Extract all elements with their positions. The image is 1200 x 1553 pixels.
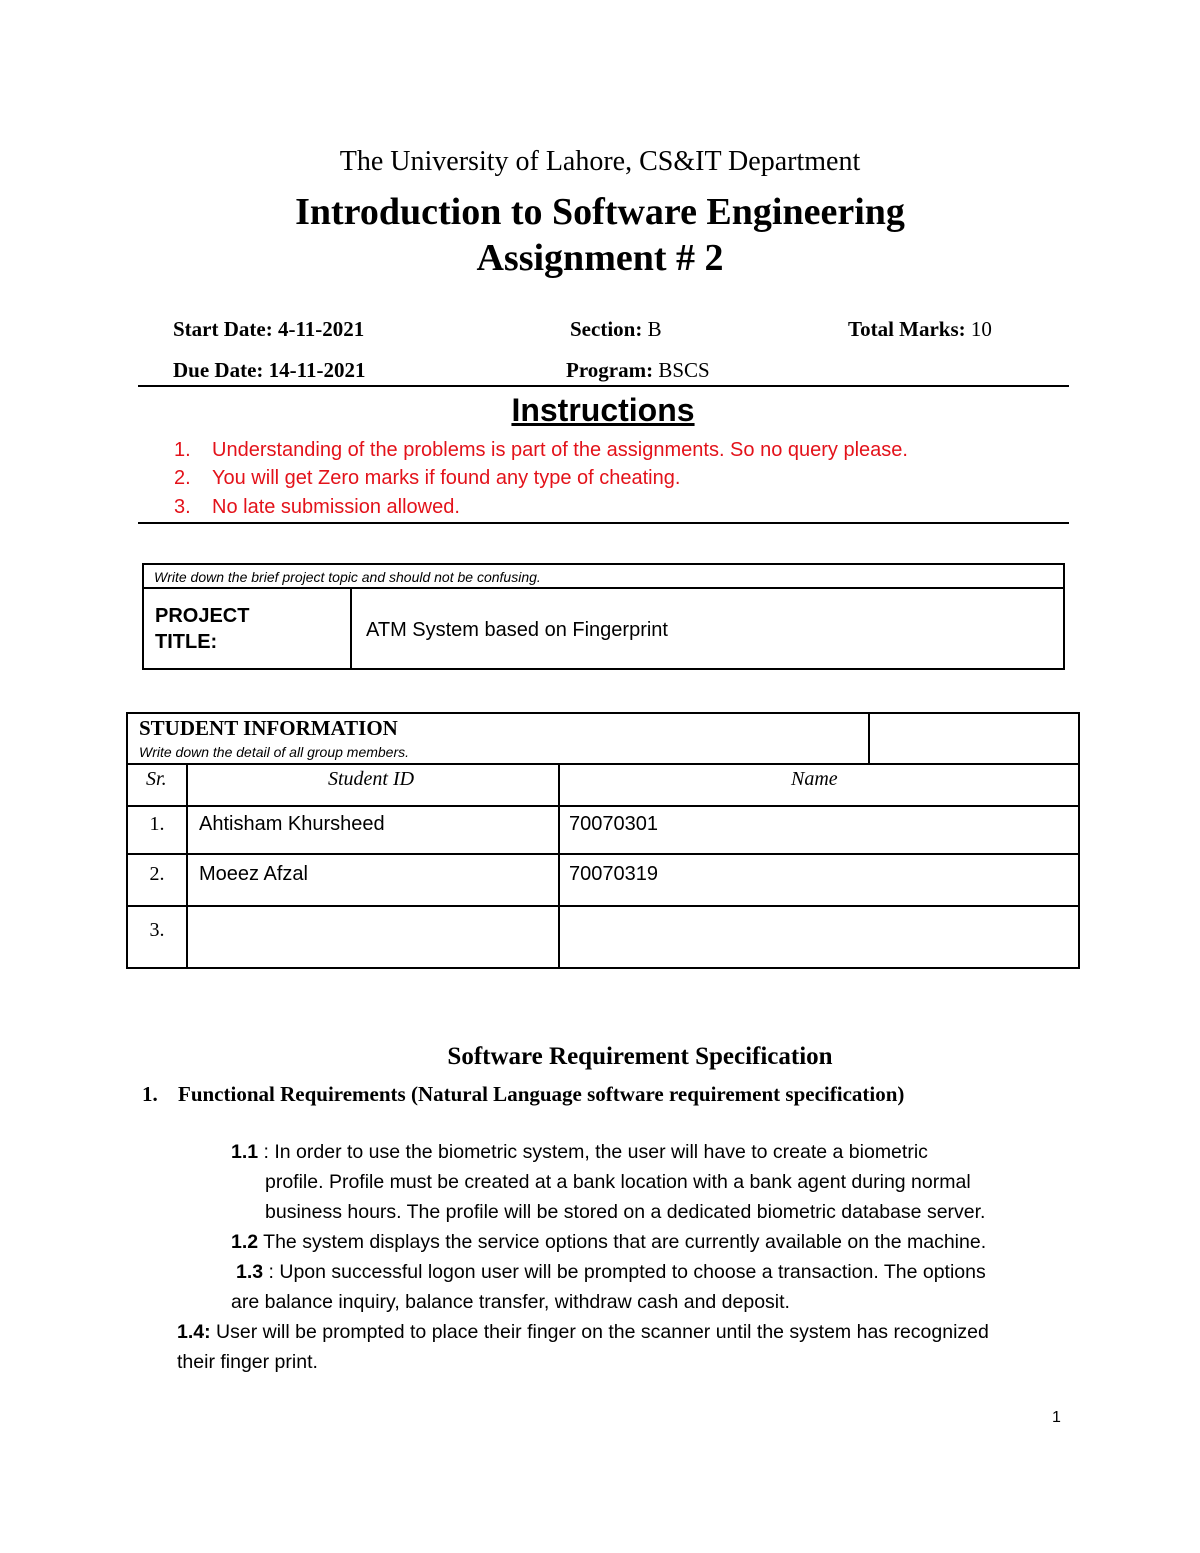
column-header-sr: Sr. <box>146 768 167 790</box>
course-title: Introduction to Software Engineering <box>295 191 905 233</box>
table-row-sr: 2. <box>149 863 165 885</box>
column-header-name: Name <box>791 768 838 790</box>
table-row-sr: 3. <box>149 919 165 941</box>
project-table <box>142 563 1065 670</box>
srs-title: Software Requirement Specification <box>447 1043 833 1070</box>
requirement-1-4-line2: their finger print. <box>177 1351 318 1373</box>
student-info-subheading: Write down the detail of all group members. <box>139 744 410 760</box>
requirement-1-2: 1.2 The system displays the service options that are currently available on the machine. <box>231 1231 987 1253</box>
program-info: Program: BSCS <box>566 358 710 382</box>
university-heading: The University of Lahore, CS&IT Department <box>339 146 861 177</box>
requirement-1-4: 1.4: User will be prompted to place their finger on the scanner until the system has recognized <box>177 1321 989 1343</box>
project-title-label: PROJECT TITLE: <box>144 589 352 670</box>
table-rule <box>558 763 560 967</box>
project-title-value: ATM System based on Fingerprint <box>366 619 668 641</box>
student-info-heading: STUDENT INFORMATION <box>139 716 398 740</box>
table-row-cell: 70070301 <box>569 813 658 835</box>
start-date: Start Date: 4-11-2021 <box>173 317 365 341</box>
total-marks: Total Marks: 10 <box>848 317 992 341</box>
table-rule <box>186 763 188 967</box>
requirement-1-1: 1.1 : In order to use the biometric system, the user will have to create a biometric <box>231 1141 928 1163</box>
requirement-1-1-line3: business hours. The profile will be stored on a dedicated biometric database server. <box>265 1201 986 1223</box>
table-rule <box>128 763 1078 765</box>
table-rule <box>128 853 1078 855</box>
due-date: Due Date: 14-11-2021 <box>173 358 366 382</box>
instruction-item: 3. No late submission allowed. <box>174 496 460 518</box>
table-rule <box>128 805 1078 807</box>
column-header-student-id: Student ID <box>328 768 415 790</box>
requirement-1-1-line2: profile. Profile must be created at a bank location with a bank agent during normal <box>265 1171 971 1193</box>
table-row-cell: Moeez Afzal <box>199 863 308 885</box>
assignment-title: Assignment # 2 <box>476 237 724 279</box>
table-row-sr: 1. <box>149 813 165 835</box>
table-rule <box>128 905 1078 907</box>
divider-bottom <box>138 522 1069 524</box>
instruction-item: 1. Understanding of the problems is part of the assignments. So no query please. <box>174 439 908 461</box>
table-row-cell: 70070319 <box>569 863 658 885</box>
project-hint: Write down the brief project topic and should not be confusing. <box>144 565 1063 589</box>
section-info: Section: B <box>570 317 662 341</box>
instruction-item: 2. You will get Zero marks if found any type of cheating. <box>174 467 681 489</box>
student-table <box>126 712 1080 969</box>
divider-top <box>138 385 1069 387</box>
instructions-title: Instructions <box>511 392 695 428</box>
page-number: 1 <box>1052 1409 1061 1426</box>
table-row-cell: Ahtisham Khursheed <box>199 813 385 835</box>
header-cell-divider <box>868 714 870 763</box>
requirement-1-3-line2: are balance inquiry, balance transfer, withdraw cash and deposit. <box>231 1291 790 1313</box>
requirement-1-3: 1.3 : Upon successful logon user will be prompted to choose a transaction. The options <box>236 1261 986 1283</box>
functional-requirements-heading: 1. Functional Requirements (Natural Language software requirement specification) <box>142 1082 905 1106</box>
